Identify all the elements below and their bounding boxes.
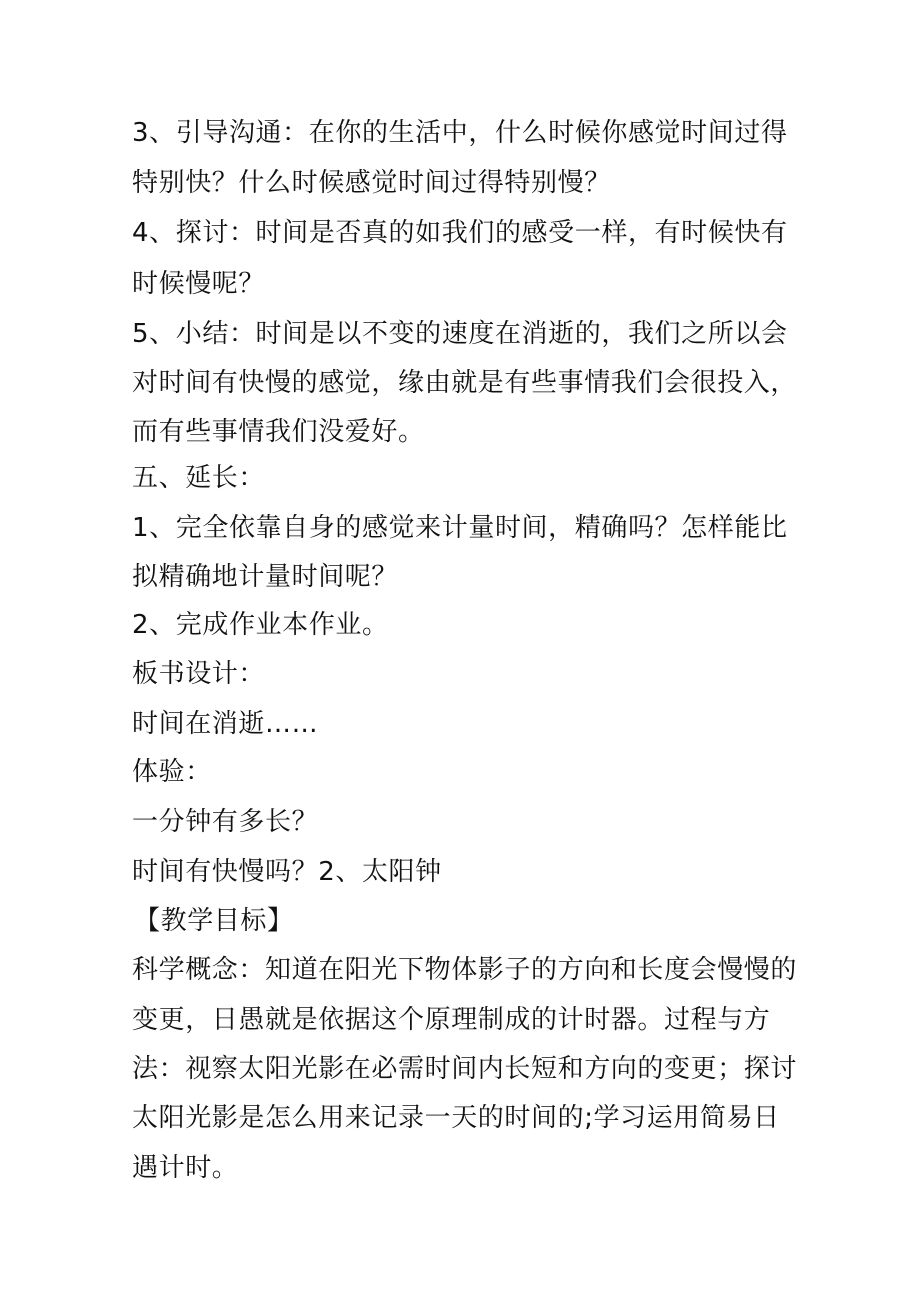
text-line: 特别快？什么时候感觉时间过得特别慢？	[132, 168, 611, 198]
text-line: 时间有快慢吗？2、太阳钟	[132, 857, 442, 887]
text-line: 时候慢呢？	[132, 269, 266, 299]
text-line: 法：视察太阳光影在必需时间内长短和方向的变更；探讨	[132, 1054, 798, 1084]
text-line: 遇计时。	[132, 1153, 239, 1183]
text-line: 体验：	[132, 757, 212, 787]
text-line: 太阳光影是怎么用来记录一天的时间的;学习运用简易日	[132, 1103, 780, 1133]
text-line: 对时间有快慢的感觉，缘由就是有些事情我们会很投入，	[132, 368, 798, 398]
text-line: 而有些事情我们没爱好。	[132, 417, 425, 447]
text-line: 3、引导沟通：在你的生活中，什么时候你感觉时间过得	[132, 118, 788, 148]
text-line: 科学概念：知道在阳光下物体影子的方向和长度会慢慢的	[132, 955, 798, 985]
text-line: 板书设计：	[132, 659, 266, 689]
section-heading: 【教学目标】	[134, 906, 294, 936]
text-line: 拟精确地计量时间呢？	[132, 562, 399, 592]
text-line: 变更，日愚就是依据这个原理制成的计时器。过程与方	[132, 1005, 771, 1035]
text-line: 5、小结：时间是以不变的速度在消逝的，我们之所以会	[132, 319, 788, 349]
text-line: 1、完全依靠自身的感觉来计量时间，精确吗？怎样能比	[132, 513, 788, 543]
text-line: 一分钟有多长？	[132, 807, 319, 837]
text-line: 2、完成作业本作业。	[132, 610, 389, 640]
text-line: 4、探讨：时间是否真的如我们的感受一样，有时候快有	[132, 218, 788, 248]
section-heading: 五、延长：	[132, 463, 266, 493]
text-line: 时间在消逝……	[132, 709, 319, 739]
